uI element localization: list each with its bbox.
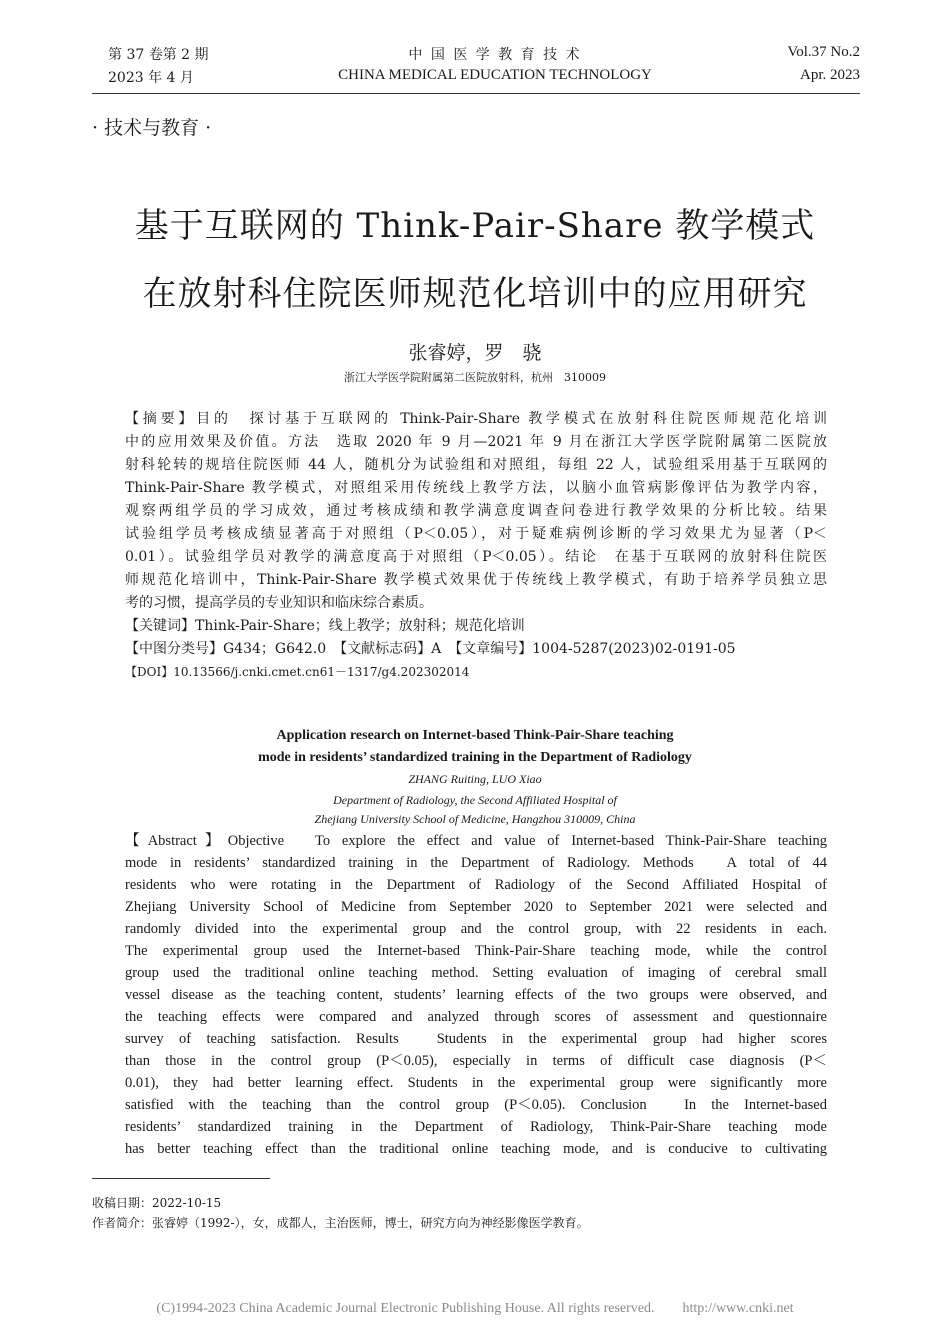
abstract-en-line: Zhejiang University School of Medicine from September 2020 to September 2021 were selected and	[125, 899, 827, 915]
abstract-cn-line: 射科轮转的规培住院医师 44 人，随机分为试验组和对照组，每组 22 人，试验组采用基于互联网的	[125, 457, 827, 473]
abstract-cn-line: 0.01）。试验组学员对教学的满意度高于对照组（P＜0.05）。结论 在基于互联网的放射科住院医	[125, 549, 827, 565]
classification: 【中图分类号】G434；G642.0 【文献标志码】A 【文章编号】1004-5287(2023)02-0191-05	[125, 641, 736, 657]
paper-title-line-1: 基于互联网的 Think-Pair-Share 教学模式	[134, 206, 816, 246]
paper-title-line-2: 在放射科住院医师规范化培训中的应用研究	[142, 274, 808, 314]
abstract-en-line: vessel disease as the teaching content, students’ learning effects of the two groups were observed, and	[125, 987, 827, 1003]
abstract-en	[125, 830, 827, 1160]
header-date-en: Apr. 2023	[800, 67, 860, 83]
copyright-notice: (C)1994-2023 China Academic Journal Electronic Publishing House. All rights reserved. http://www.cnki.net	[156, 1301, 794, 1316]
abstract-cn	[125, 408, 827, 684]
abstract-en-line: residents’ standardized training in the Department of Radiology, Think-Pair-Share teaching mode	[125, 1119, 827, 1135]
abstract-cn-line: 【摘要】目的 探讨基于互联网的 Think-Pair-Share 教学模式在放射科住院医师规范化培训	[125, 411, 827, 427]
abstract-cn-line: 师规范化培训中，Think-Pair-Share 教学模式效果优于传统线上教学模式，有助于培养学员独立思	[125, 572, 827, 588]
english-title-line-2: mode in residents’ standardized training in the Department of Radiology	[258, 750, 692, 765]
abstract-en-line: 【Abstract】Objective To explore the effect and value of Internet-based Think-Pair-Share teaching	[125, 833, 827, 849]
header-rule	[92, 93, 860, 94]
abstract-en-line: survey of teaching satisfaction. Results Students in the experimental group had higher scores	[125, 1031, 827, 1047]
abstract-cn-line: 试验组学员考核成绩显著高于对照组（P＜0.05），对于疑难病例诊断的学习效果尤为显著（P＜	[125, 526, 827, 542]
affiliation-en-line-2: Zhejiang University School of Medicine, Hangzhou 310009, China	[314, 812, 636, 826]
footnote-received: 收稿日期：2022-10-15	[92, 1196, 222, 1210]
abstract-en-line: group used the traditional online teaching method. Setting evaluation of imaging of cerebral small	[125, 965, 827, 981]
abstract-en-line: randomly divided into the experimental group and the control group, with 22 residents in each.	[125, 921, 827, 937]
abstract-en-line: than those in the control group (P＜0.05), especially in terms of difficult case diagnosis (P＜	[125, 1053, 827, 1069]
abstract-cn-line: 考的习惯，提高学员的专业知识和临床综合素质。	[125, 595, 433, 611]
abstract-en-line: 0.01), they had better learning effect. Students in the experimental group were significantly more	[125, 1075, 827, 1091]
authors-cn: 张睿婷，罗 骁	[408, 342, 542, 364]
abstract-cn-line: 中的应用效果及价值。方法 选取 2020 年 9 月—2021 年 9 月在浙江大学医学院附属第二医院放	[125, 434, 827, 450]
section-label: · 技术与教育 ·	[92, 117, 212, 139]
header-volume-cn: 第 37 卷第 2 期	[108, 47, 209, 63]
abstract-cn-line: 观察两组学员的学习成效，通过考核成绩和教学满意度调查问卷进行教学效果的分析比较。结果	[125, 503, 827, 519]
header-volume-en: Vol.37 No.2	[787, 44, 860, 60]
abstract-en-line: the teaching effects were compared and analyzed through scores of assessment and questionnaire	[125, 1009, 827, 1025]
affiliation-en-line-1: Department of Radiology, the Second Affiliated Hospital of	[333, 793, 617, 807]
authors-en: ZHANG Ruiting, LUO Xiao	[408, 772, 542, 786]
abstract-en-line: has better teaching effect than the traditional online teaching mode, and is conducive to cultivating	[125, 1141, 827, 1157]
english-title-line-1: Application research on Internet-based Think-Pair-Share teaching	[276, 728, 674, 743]
abstract-en-line: residents who were rotating in the Department of Radiology of the Second Affiliated Hospital of	[125, 877, 827, 893]
journal-title-en: CHINA MEDICAL EDUCATION TECHNOLOGY	[338, 67, 652, 83]
affiliation-cn: 浙江大学医学院附属第二医院放射科，杭州 310009	[344, 371, 606, 384]
abstract-en-line: The experimental group used the Internet-based Think-Pair-Share teaching mode, while the control	[125, 943, 827, 959]
doi: 【DOI】10.13566/j.cnki.cmet.cn61－1317/g4.202302014	[125, 665, 470, 679]
abstract-cn-line: Think-Pair-Share 教学模式，对照组采用传统线上教学方法，以脑小血管病影像评估为教学内容，	[125, 480, 827, 496]
keywords: 【关键词】Think-Pair-Share；线上教学；放射科；规范化培训	[125, 618, 525, 634]
footnote-author-bio: 作者简介：张睿婷（1992-），女，成都人，主治医师，博士，研究方向为神经影像医学教育。	[92, 1216, 589, 1230]
header-date-cn: 2023 年 4 月	[108, 70, 194, 86]
footnote-rule	[92, 1178, 270, 1179]
abstract-en-line: satisfied with the teaching than the control group (P＜0.05). Conclusion In the Internet-based	[125, 1097, 827, 1113]
abstract-en-line: mode in residents’ standardized training in the Department of Radiology. Methods A total of 44	[125, 855, 827, 871]
journal-title-cn: 中 国 医 学 教 育 技 术	[408, 47, 582, 63]
